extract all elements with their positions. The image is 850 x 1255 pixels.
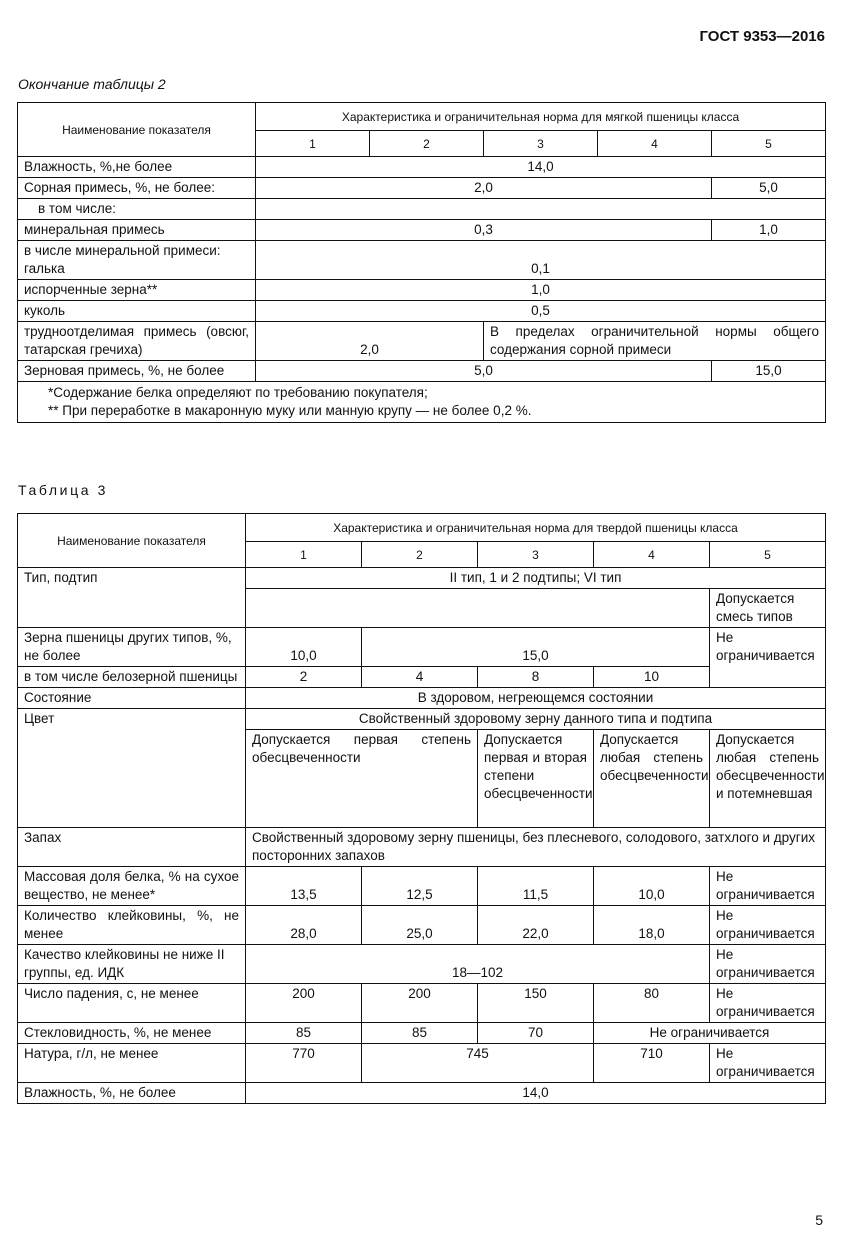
row-label: минеральная примесь — [18, 220, 256, 241]
cell-value: 80 — [594, 984, 710, 1023]
class-header: 1 — [256, 131, 370, 157]
cell-value: 5,0 — [712, 178, 826, 199]
class-header: 4 — [594, 542, 710, 568]
row-label: трудноотделимая примесь (овсюг, татарская гречиха) — [18, 322, 256, 361]
row-label: куколь — [18, 301, 256, 322]
row-label-line: в числе минеральной примеси: — [24, 243, 221, 258]
notes-row — [18, 382, 826, 423]
row-label: Тип, подтип — [18, 568, 246, 628]
class-header: 3 — [478, 542, 594, 568]
table-row — [18, 178, 826, 199]
cell-value: 13,5 — [246, 867, 362, 906]
cell-value: 2,0 — [256, 322, 484, 361]
cell-value: 85 — [246, 1023, 362, 1044]
cell-value: 22,0 — [478, 906, 594, 945]
table-row — [18, 906, 826, 945]
footnote: *Содержание белка определяют по требованию покупателя; — [48, 385, 428, 400]
cell-value: 11,5 — [478, 867, 594, 906]
table-row — [18, 867, 826, 906]
cell-value: Не ограничивается — [710, 984, 826, 1023]
cell-value: 25,0 — [362, 906, 478, 945]
class-header: 2 — [370, 131, 484, 157]
class-header: 1 — [246, 542, 362, 568]
table-row — [18, 945, 826, 984]
table-row — [18, 688, 826, 709]
column-group-header: Характеристика и ограничительная норма для мягкой пшеницы класса — [256, 103, 826, 131]
row-label: Запах — [18, 828, 246, 867]
row-label-line: галька — [24, 261, 65, 276]
row-label: Влажность, %, не более — [18, 1083, 246, 1104]
cell-value: 200 — [362, 984, 478, 1023]
cell-value: Не ограничивается — [710, 628, 826, 688]
table-header-row — [18, 103, 826, 131]
row-label: в том числе: — [18, 199, 256, 220]
class-header: 2 — [362, 542, 478, 568]
cell-value: 150 — [478, 984, 594, 1023]
cell-value: 0,3 — [256, 220, 712, 241]
cell-value: 0,1 — [256, 241, 826, 280]
table-row — [18, 301, 826, 322]
table-row — [18, 984, 826, 1023]
cell-value: Допускается любая степень обесцвеченности и потемневшая — [710, 730, 826, 828]
table-row — [18, 199, 826, 220]
table-row — [18, 241, 826, 280]
page-number: 5 — [815, 1212, 823, 1228]
table-row — [18, 1023, 826, 1044]
cell-value: Не ограничивается — [710, 867, 826, 906]
cell-value: Не ограничивается — [710, 945, 826, 984]
cell-value: Свойственный здоровому зерну пшеницы, без плесневого, солодового, затхлого и других посторонних запахов — [246, 828, 826, 867]
cell-value: 745 — [362, 1044, 594, 1083]
cell-value: 18—102 — [246, 945, 710, 984]
cell-value: Допускается первая и вторая степени обесцвеченности — [478, 730, 594, 828]
table-row — [18, 1083, 826, 1104]
footnotes — [18, 382, 826, 423]
cell-value: Не ограничивается — [710, 1044, 826, 1083]
cell-value: 85 — [362, 1023, 478, 1044]
row-label: Влажность, %,не более — [18, 157, 256, 178]
class-header: 5 — [712, 131, 826, 157]
class-header: 4 — [598, 131, 712, 157]
table3-caption: Таблица 3 — [18, 482, 108, 498]
cell-value: 0,5 — [256, 301, 826, 322]
table-2 — [17, 102, 826, 423]
cell-value: В пределах ограничительной нормы общего содержания сорной примеси — [484, 322, 826, 361]
cell-value: 18,0 — [594, 906, 710, 945]
table-row — [18, 280, 826, 301]
table-row — [18, 220, 826, 241]
column-group-header: Характеристика и ограничительная норма для твердой пшеницы класса — [246, 514, 826, 542]
table-row — [18, 628, 826, 667]
cell-value: Не ограничивается — [594, 1023, 826, 1044]
cell-value: 70 — [478, 1023, 594, 1044]
cell-value: 1,0 — [712, 220, 826, 241]
cell-value: 10 — [594, 667, 710, 688]
cell-value: Не ограничивается — [710, 906, 826, 945]
row-label: Качество клейковины не ниже II группы, ед. ИДК — [18, 945, 246, 984]
cell-value: 14,0 — [256, 157, 826, 178]
cell-value: 4 — [362, 667, 478, 688]
table-row — [18, 361, 826, 382]
row-label: в том числе белозерной пшеницы — [18, 667, 246, 688]
row-label: испорченные зерна** — [18, 280, 256, 301]
document-code: ГОСТ 9353—2016 — [699, 28, 825, 45]
cell-value: 710 — [594, 1044, 710, 1083]
table-row — [18, 568, 826, 589]
table2-caption: Окончание таблицы 2 — [18, 76, 166, 92]
cell-value: 10,0 — [246, 628, 362, 667]
cell-value: 2,0 — [256, 178, 712, 199]
cell-value: 28,0 — [246, 906, 362, 945]
row-label: Зерновая примесь, %, не более — [18, 361, 256, 382]
row-label: Натура, г/л, не менее — [18, 1044, 246, 1083]
cell-value: 10,0 — [594, 867, 710, 906]
cell-empty — [256, 199, 826, 220]
cell-empty — [246, 589, 710, 628]
cell-value: 770 — [246, 1044, 362, 1083]
cell-value: 200 — [246, 984, 362, 1023]
table-row — [18, 157, 826, 178]
row-label: Состояние — [18, 688, 246, 709]
row-label: Массовая доля белка, % на сухое вещество, не менее* — [18, 867, 246, 906]
cell-value: 1,0 — [256, 280, 826, 301]
cell-value: 5,0 — [256, 361, 712, 382]
table-row — [18, 1044, 826, 1083]
row-label — [18, 241, 256, 280]
class-header: 5 — [710, 542, 826, 568]
table-3 — [17, 513, 826, 1104]
row-label: Сорная примесь, %, не более: — [18, 178, 256, 199]
row-label: Цвет — [18, 709, 246, 828]
table-header-row — [18, 514, 826, 542]
cell-value: 2 — [246, 667, 362, 688]
cell-value: 15,0 — [712, 361, 826, 382]
cell-value: 8 — [478, 667, 594, 688]
class-header: 3 — [484, 131, 598, 157]
table-row — [18, 709, 826, 730]
cell-value: Допускается смесь типов — [710, 589, 826, 628]
column-name-header: Наименование показателя — [18, 514, 246, 568]
row-label: Стекловидность, %, не менее — [18, 1023, 246, 1044]
cell-value: Допускается первая степень обесцвеченности — [246, 730, 478, 828]
table-row — [18, 667, 826, 688]
column-name-header: Наименование показателя — [18, 103, 256, 157]
cell-value: 14,0 — [246, 1083, 826, 1104]
table-row — [18, 828, 826, 867]
footnote: ** При переработке в макаронную муку или манную крупу — не более 0,2 %. — [48, 403, 532, 418]
row-label: Число падения, с, не менее — [18, 984, 246, 1023]
cell-value: В здоровом, негреющемся состоянии — [246, 688, 826, 709]
row-label: Зерна пшеницы других типов, %, не более — [18, 628, 246, 667]
cell-value: Допускается любая степень обесцвеченности — [594, 730, 710, 828]
cell-value: 15,0 — [362, 628, 710, 667]
cell-value: II тип, 1 и 2 подтипы; VI тип — [246, 568, 826, 589]
table-row — [18, 322, 826, 361]
row-label: Количество клейковины, %, не менее — [18, 906, 246, 945]
cell-value: Свойственный здоровому зерну данного типа и подтипа — [246, 709, 826, 730]
cell-value: 12,5 — [362, 867, 478, 906]
